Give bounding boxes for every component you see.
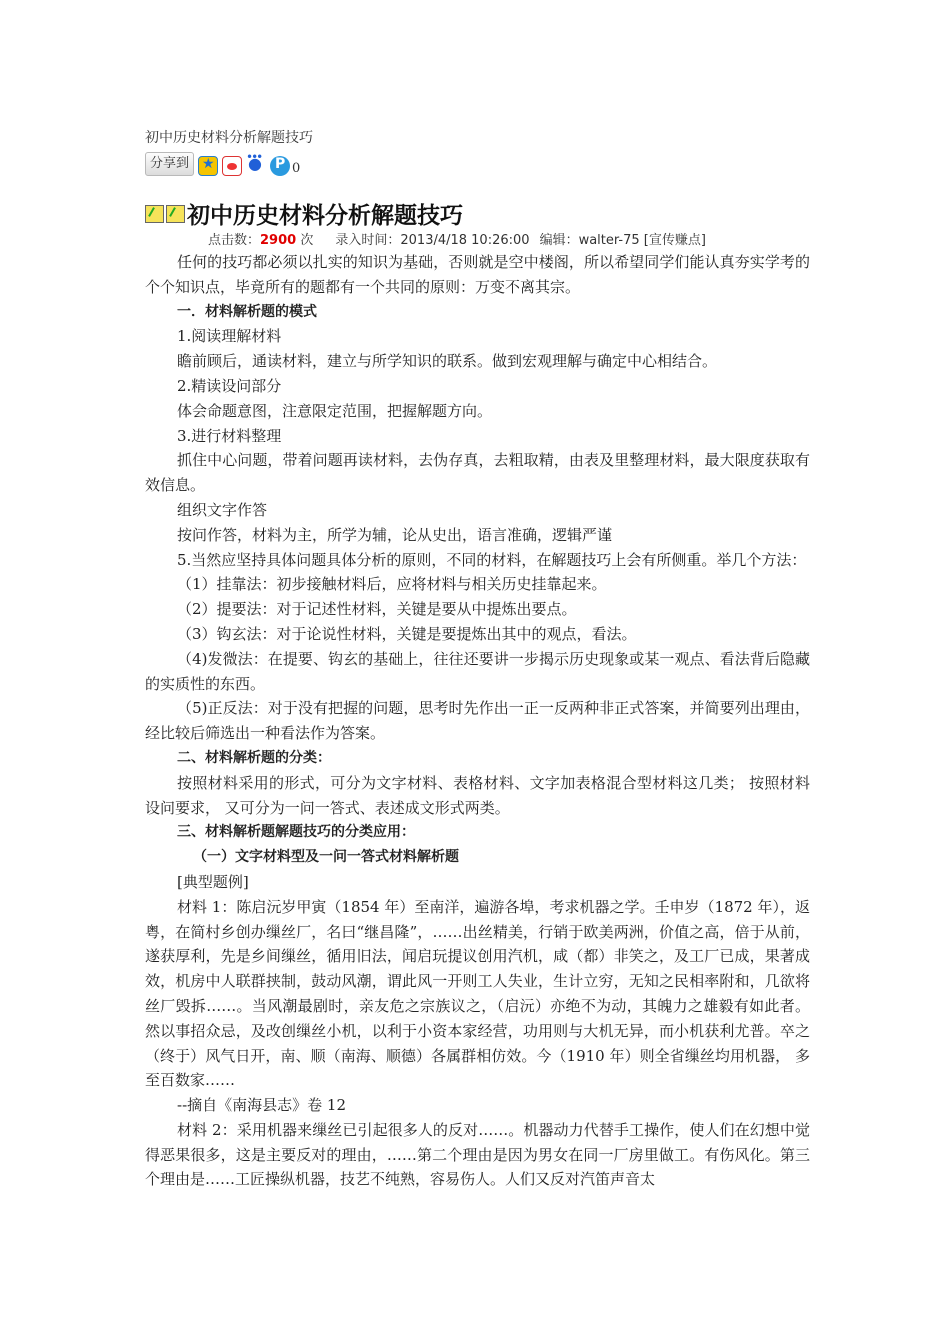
baidu-icon[interactable] (246, 156, 266, 176)
paragraph: （4)发微法：在提要、钩玄的基础上，往往还要讲一步揭示历史现象或某一观点、看法背后隐藏的实质性的东西。 (145, 649, 810, 693)
editor-value: walter-75 (578, 233, 640, 248)
share-bar (145, 150, 300, 176)
paragraph: 按问作答，材料为主，所学为辅，论从史出，语言准确，逻辑严谨 (177, 525, 613, 544)
section-heading: 二、材料解析题的分类： (177, 749, 331, 766)
title-decoration-icon (145, 205, 164, 223)
section-heading: 三、材料解析题解题技巧的分类应用： (177, 824, 415, 841)
article-meta (208, 229, 706, 248)
promo-link[interactable]: [宣传赚点] (643, 233, 706, 248)
page-small-title: 初中历史材料分析解题技巧 (145, 130, 313, 146)
time-label: 录入时间： (335, 233, 401, 248)
share-count: 0 (292, 161, 301, 176)
paragraph: 抓住中心问题，带着问题再读材料，去伪存真，去粗取精，由表及里整理材料，最大限度获取有效信息。 (145, 451, 810, 495)
paragraph: --摘自《南海县志》卷 12 (177, 1096, 346, 1115)
share-button[interactable]: 分享到 (145, 152, 194, 176)
subsection-heading: （一）文字材料型及一问一答式材料解析题 (193, 849, 459, 866)
paragraph: 3.进行材料整理 (177, 426, 282, 445)
paragraph: 按照材料采用的形式，可分为文字材料、表格材料、文字加表格混合型材料这几类； 按照材料设问要求， 又可分为一问一答式、表述成文形式两类。 (145, 773, 810, 817)
paragraph: 1.阅读理解材料 (177, 327, 282, 346)
paragraph: （2）提要法：对于记述性材料，关键是要从中提炼出要点。 (177, 600, 577, 619)
paragraph: [典型题例] (177, 872, 249, 891)
paragraph: 组织文字作答 (177, 500, 268, 519)
section-heading: 一．材料解析题的模式 (177, 303, 317, 320)
paragraph: （3）钩玄法：对于论说性材料，关键是要提炼出其中的观点，看法。 (177, 624, 637, 643)
paragraph: （5)正反法：对于没有把握的问题，思考时先作出一正一反两种非正式答案，并简要列出理由，经比较后筛选出一种看法作为答案。 (145, 699, 810, 743)
paragraph: （1）挂靠法：初步接触材料后，应将材料与相关历史挂靠起来。 (177, 575, 607, 594)
title-decoration-icon (166, 205, 185, 223)
paragraph: 5.当然应坚持具体问题具体分析的原则，不同的材料，在解题技巧上会有所侧重。举几个方法： (177, 550, 807, 569)
weibo-icon[interactable] (222, 156, 242, 176)
qzone-icon[interactable] (198, 156, 218, 176)
paragraph: 体会命题意图，注意限定范围，把握解题方向。 (177, 401, 493, 420)
hits-label: 点击数： (208, 233, 261, 248)
paragraph: 任何的技巧都必须以扎实的知识为基础，否则就是空中楼阁，所以希望同学们能认真夯实学考的个个知识点，毕竟所有的题都有一个共同的原则：万变不离其宗。 (145, 253, 810, 296)
article-body (145, 250, 810, 1192)
paragraph: 材料 1：陈启沅岁甲寅（1854 年）至南洋，遍游各埠，考求机器之学。壬申岁（1872 年），返粤，在简村乡创办缫丝厂，名曰“继昌隆”，……出丝精美，行销于欧美两洲，价值之高，倍于从前，遂获厚利，先是乡间缫丝，循用旧法，闻启玩提议创用汽机，咸（都）非笑之，及工厂已成，果著成效，机房中人联群挟制，鼓动风潮，谓此风一开则工人失业，生计立穷，无知之民相率附和，几欲将丝厂毁拆……。当风潮最剧时，亲友危之宗族议之，（启沅）亦绝不为动，其魄力之雄毅有如此者。然以事招众忌，及改创缫丝小机，以利于小资本家经营，功用则与大机无异，而小机获利尤普。卒之（终于）风气日开，南、顺（南海、顺德）各属群相仿效。今（1910 年）则全省缫丝均用机器， 多至百数家…… (145, 897, 810, 1090)
article-title-text: 初中历史材料分析解题技巧 (187, 203, 463, 229)
editor-label: 编辑： (539, 233, 579, 248)
paragraph: 瞻前顾后，通读材料，建立与所学知识的联系。做到宏观理解与确定中心相结合。 (177, 352, 718, 371)
pengyou-icon[interactable] (270, 156, 290, 176)
paragraph: 材料 2：采用机器来缫丝已引起很多人的反对……。机器动力代替手工操作，使人们在幻想中觉得恶果很多，这是主要反对的理由，……第二个理由是因为男女在同一厂房里做工。有伤风化。第三个理由是……工匠操纵机器，技艺不纯熟，容易伤人。人们又反对汽笛声音太 (145, 1120, 810, 1189)
time-value: 2013/4/18 10:26:00 (400, 233, 530, 248)
hits-unit: 次 (300, 233, 314, 248)
paragraph: 2.精读设问部分 (177, 376, 282, 395)
article-title (145, 197, 463, 230)
hits-value: 2900 (260, 233, 297, 248)
